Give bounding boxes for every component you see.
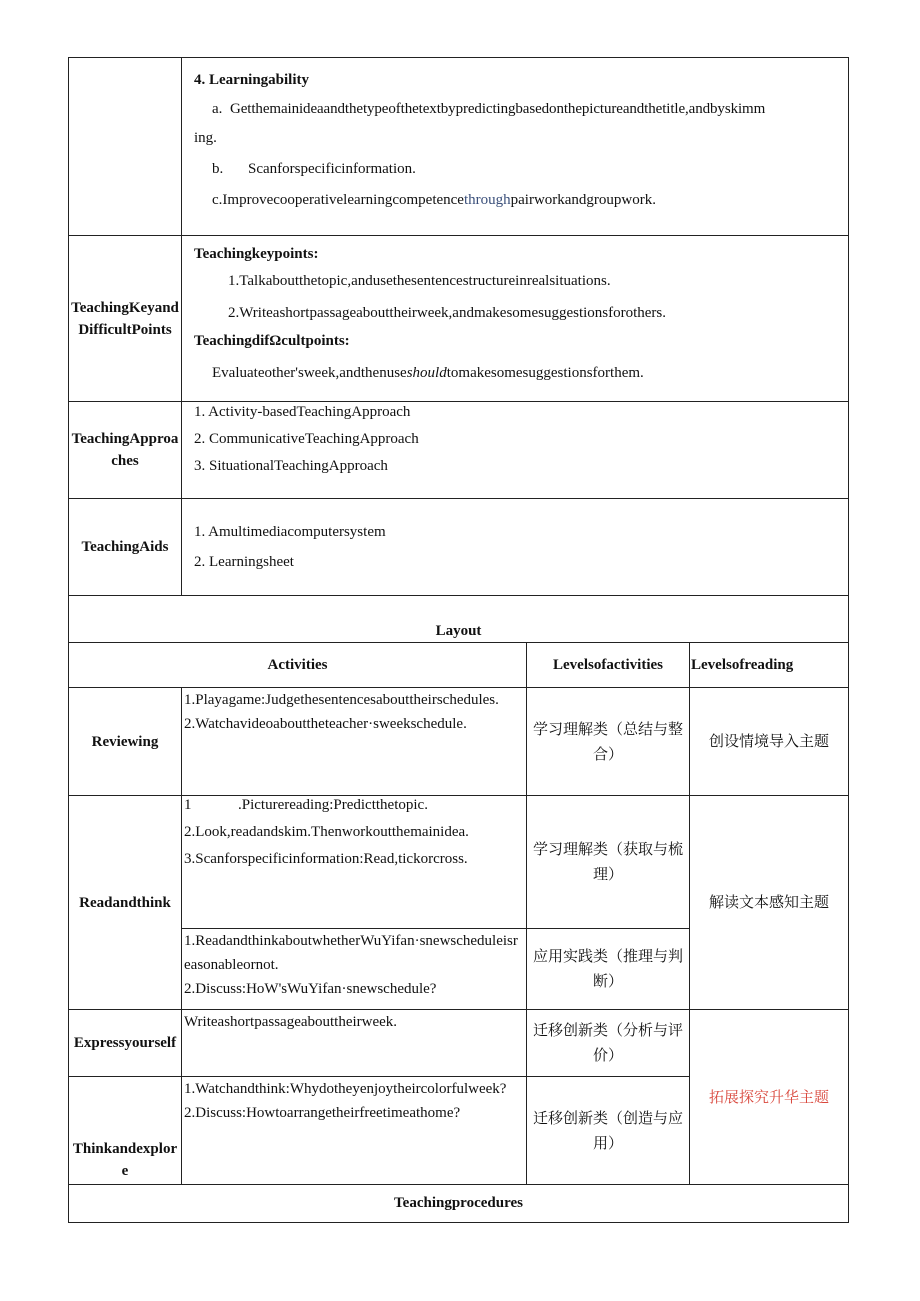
read-think-label: Readandthink <box>69 796 182 1010</box>
read-think-activities-b <box>182 929 527 1010</box>
reviewing-label: Reviewing <box>69 688 182 796</box>
reviewing-activities <box>182 688 527 796</box>
difficult-italic-word: should <box>406 365 447 381</box>
col-header-levels-activities: Levelsofactivities <box>527 643 690 688</box>
explore-activities <box>182 1077 527 1185</box>
layout-column-headers <box>69 643 849 688</box>
objective-c-link: through <box>463 192 511 208</box>
read-think-b1: 1.ReadandthinkaboutwhetherWuYifan·snewscheduleisreasonableornot. <box>184 933 518 973</box>
objective-c-before: c.Improvecooperativelearningcompetence <box>212 192 464 208</box>
approaches-cell <box>182 402 849 499</box>
objective-b-text: Scanforspecificinformation. <box>248 161 416 177</box>
read-think-activities-a <box>182 796 527 929</box>
explore-reading-level: 拓展探究升华主题 <box>690 1010 849 1185</box>
aids-row <box>69 499 849 596</box>
learning-ability-cell <box>182 58 849 236</box>
objective-a-line1: Getthemainideaandthetypeofthetextbypredictingbasedonthepictureandthetitle,andbyskimm <box>230 101 766 117</box>
read-think-reading-level: 解读文本感知主题 <box>690 796 849 1010</box>
learning-ability-label-cell <box>69 58 182 236</box>
objective-a-line2: ing. <box>194 130 217 146</box>
objective-b-prefix: b. <box>212 161 224 177</box>
approaches-label: TeachingApproaches <box>69 402 182 499</box>
key-points-row <box>69 236 849 402</box>
read-think-level-b: 应用实践类（推理与判断） <box>527 929 690 1010</box>
objective-c <box>212 192 656 209</box>
objective-a-prefix: a. <box>212 101 223 117</box>
reviewing-activity-1: 1.Playagame:Judgethesentencesabouttheirschedules. <box>184 692 499 708</box>
aids-label: TeachingAids <box>69 499 182 596</box>
read-think-a3: 3.Scanforspecificinformation:Read,tickorcross. <box>184 851 468 867</box>
read-think-a1-num: 1 <box>184 797 192 813</box>
difficult-after: tomakesomesuggestionsforthem. <box>446 365 644 381</box>
key-points-heading: Teachingkeypoints: <box>194 246 319 262</box>
express-activity: Writeashortpassageabouttheirweek. <box>184 1014 398 1030</box>
key-points-cell <box>182 236 849 402</box>
col-header-activities: Activities <box>69 643 527 688</box>
approach-item-2: 2. CommunicativeTeachingApproach <box>194 431 419 447</box>
key-point-2: 2.Writeashortpassageabouttheirweek,andmakesomesuggestionsforothers. <box>228 305 667 321</box>
lesson-plan-table <box>68 57 849 1223</box>
read-think-a2: 2.Look,readandskim.Thenworkoutthemainidea. <box>184 824 469 840</box>
learning-ability-heading: 4. Learningability <box>194 72 310 88</box>
read-think-a1-text: .Picturereading:Predictthetopic. <box>238 797 428 813</box>
procedures-title: Teachingprocedures <box>69 1185 849 1223</box>
read-think-row-a <box>69 796 849 929</box>
key-points-label: TeachingKeyandDifficultPoints <box>69 236 182 402</box>
col-header-levels-reading: Levelsofreading <box>690 643 849 688</box>
difficult-before: Evaluateother'sweek,andthenuse <box>212 365 407 381</box>
reviewing-level: 学习理解类（总结与整合） <box>527 688 690 796</box>
layout-heading-row <box>69 596 849 643</box>
approach-item-3: 3. SituationalTeachingApproach <box>194 458 388 474</box>
approaches-row <box>69 402 849 499</box>
reviewing-row <box>69 688 849 796</box>
difficult-points-heading: TeachingdifΩcultpoints: <box>194 333 350 349</box>
read-think-b2: 2.Discuss:HoW'sWuYifan·snewschedule? <box>184 981 437 997</box>
key-point-1: 1.Talkaboutthetopic,andusethesentencestructureinrealsituations. <box>228 273 611 289</box>
aid-item-2: 2. Learningsheet <box>194 554 294 570</box>
objective-c-after: pairworkandgroupwork. <box>510 192 657 208</box>
express-level: 迁移创新类（分析与评价） <box>527 1010 690 1077</box>
express-activities <box>182 1010 527 1077</box>
explore-activity-1: 1.Watchandthink:Whydotheyenjoytheircolorfulweek? <box>184 1081 507 1097</box>
learning-ability-row <box>69 58 849 236</box>
explore-label: Thinkandexplore <box>69 1077 182 1185</box>
reviewing-activity-2: 2.Watchavideoabouttheteacher·sweekschedule. <box>184 716 467 732</box>
explore-level: 迁移创新类（创造与应用） <box>527 1077 690 1185</box>
approach-item-1: 1. Activity-basedTeachingApproach <box>194 404 411 420</box>
read-think-level-a: 学习理解类（获取与梳理） <box>527 796 690 929</box>
explore-activity-2: 2.Discuss:Howtoarrangetheirfreetimeathome? <box>184 1105 461 1121</box>
aids-cell <box>182 499 849 596</box>
aid-item-1: 1. Amultimediacomputersystem <box>194 524 386 540</box>
layout-title: Layout <box>69 596 849 643</box>
difficult-point <box>212 365 644 382</box>
procedures-heading-row <box>69 1185 849 1223</box>
reviewing-reading-level: 创设情境导入主题 <box>690 688 849 796</box>
express-label: Expressyourself <box>69 1010 182 1077</box>
express-row <box>69 1010 849 1077</box>
